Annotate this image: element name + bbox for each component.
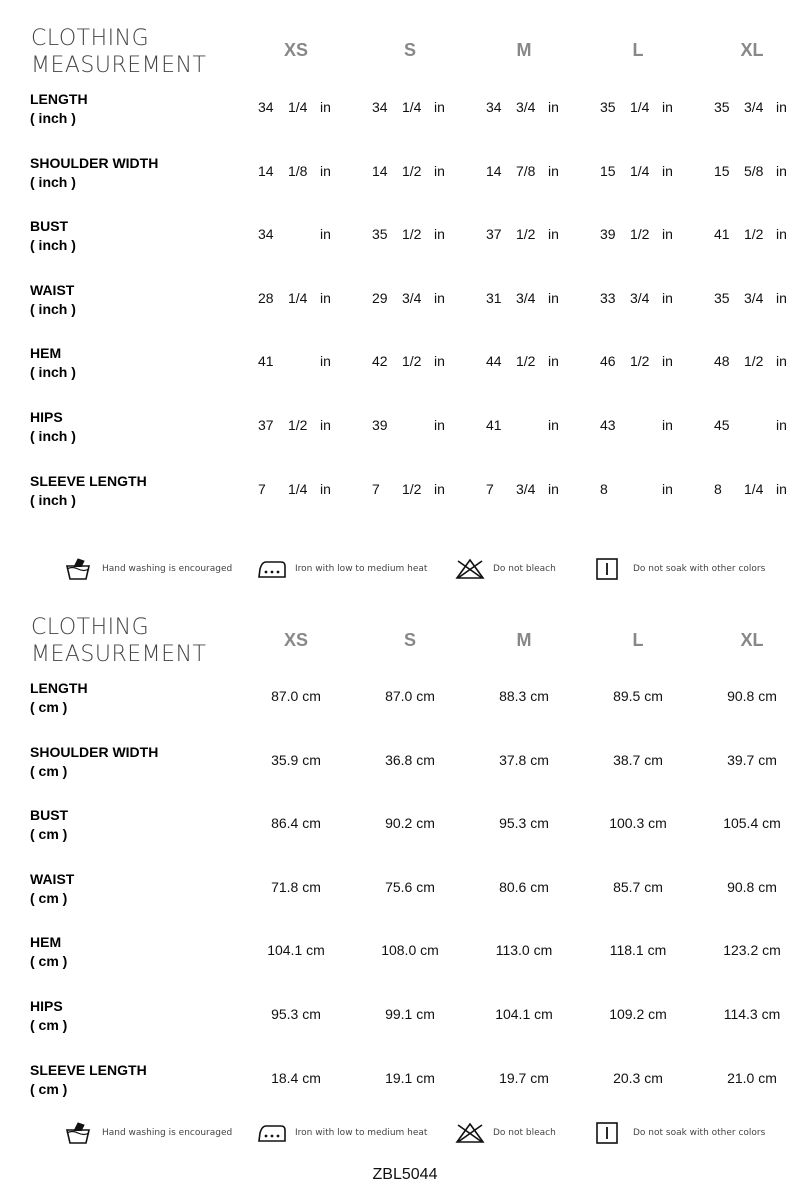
row-unit: ( cm ) — [30, 699, 68, 715]
value-whole: 41 — [258, 353, 274, 370]
row-label — [30, 217, 76, 255]
value-unit: in — [434, 417, 445, 433]
row-name: WAIST — [30, 281, 75, 298]
value-unit: in — [548, 417, 559, 433]
row-label — [30, 997, 67, 1035]
row-name: WAIST — [30, 870, 75, 887]
value-cm: 90.8 cm — [727, 878, 777, 895]
value-whole: 7 — [372, 480, 380, 497]
value-cm: 37.8 cm — [499, 751, 549, 768]
value-whole: 35 — [714, 99, 730, 115]
row-name: HIPS — [30, 409, 63, 425]
value-unit: in — [776, 162, 787, 179]
value-unit: in — [776, 226, 787, 243]
value-unit: in — [776, 289, 787, 306]
value-cm: 75.6 cm — [385, 878, 435, 895]
value-cm: 35.9 cm — [271, 751, 321, 768]
value-fraction: 1/4 — [630, 99, 650, 115]
value-fraction: 1/2 — [402, 226, 422, 243]
value-fraction: 7/8 — [516, 162, 536, 179]
row-label — [30, 472, 147, 510]
value-unit: in — [434, 162, 445, 179]
value-cm: 113.0 cm — [495, 942, 553, 959]
value-cm: 90.2 cm — [385, 815, 435, 832]
size-header-m: M — [516, 630, 532, 650]
value-fraction: 1/2 — [288, 417, 308, 433]
value-cm: 19.1 cm — [385, 1069, 435, 1086]
value-unit: in — [548, 289, 559, 306]
value-cm: 86.4 cm — [271, 815, 321, 832]
value-unit: in — [548, 162, 559, 179]
row-name: LENGTH — [30, 91, 88, 107]
size-header-xl: XL — [740, 630, 764, 650]
value-whole: 7 — [258, 480, 266, 497]
value-fraction: 3/4 — [516, 289, 536, 306]
value-fraction: 1/8 — [288, 162, 308, 179]
value-cm: 36.8 cm — [385, 751, 435, 768]
value-fraction: 3/4 — [516, 99, 536, 115]
care-item — [455, 1118, 556, 1148]
value-whole: 15 — [714, 162, 730, 179]
size-header-l: L — [632, 40, 644, 60]
title-line-1: CLOTHING — [31, 26, 150, 51]
iron-icon — [257, 1121, 285, 1145]
value-whole: 43 — [600, 417, 616, 433]
value-cm: 71.8 cm — [271, 878, 321, 895]
size-header-s: S — [403, 40, 416, 60]
value-unit: in — [320, 417, 331, 433]
value-whole: 34 — [258, 99, 274, 115]
value-whole: 41 — [714, 226, 730, 243]
value-fraction: 1/2 — [402, 480, 422, 497]
title-line-2: MEASUREMENT — [31, 642, 207, 667]
section-title — [31, 614, 206, 668]
row-label — [30, 933, 67, 971]
value-fraction: 1/4 — [288, 99, 308, 115]
row-unit: ( inch ) — [30, 300, 76, 317]
value-whole: 7 — [486, 480, 494, 497]
hand-wash-icon — [64, 557, 92, 581]
value-whole: 14 — [486, 162, 502, 179]
value-unit: in — [434, 353, 445, 370]
row-name: SLEEVE LENGTH — [30, 472, 147, 489]
value-whole: 34 — [258, 226, 274, 243]
value-unit: in — [776, 417, 787, 433]
value-unit: in — [662, 417, 673, 433]
value-unit: in — [320, 99, 331, 115]
value-whole: 44 — [486, 353, 502, 370]
care-item — [595, 1118, 765, 1148]
value-whole: 48 — [714, 353, 730, 370]
value-cm: 109.2 cm — [609, 1006, 667, 1022]
size-header-m: M — [516, 40, 532, 60]
value-whole: 15 — [600, 162, 616, 179]
value-whole: 39 — [372, 417, 388, 433]
value-unit: in — [662, 353, 673, 370]
row-name: HIPS — [30, 998, 63, 1014]
value-cm: 85.7 cm — [613, 878, 663, 895]
value-whole: 33 — [600, 289, 616, 306]
no-bleach-icon — [455, 1121, 483, 1145]
value-fraction: 5/8 — [744, 162, 764, 179]
value-fraction: 1/2 — [630, 226, 650, 243]
row-name: BUST — [30, 807, 69, 824]
care-item — [455, 554, 556, 584]
value-fraction: 1/4 — [744, 480, 764, 497]
no-bleach-icon — [455, 557, 483, 581]
care-item — [257, 554, 427, 584]
value-cm: 80.6 cm — [499, 878, 549, 895]
value-unit: in — [434, 289, 445, 306]
row-label — [30, 90, 88, 128]
title-line-1: CLOTHING — [31, 615, 150, 640]
value-whole: 41 — [486, 417, 502, 433]
value-cm: 21.0 cm — [727, 1069, 777, 1086]
value-fraction: 1/4 — [288, 289, 308, 306]
value-whole: 8 — [600, 480, 608, 497]
care-text: Do not soak with other colors — [633, 564, 766, 574]
row-label — [30, 679, 88, 717]
value-whole: 46 — [600, 353, 616, 370]
value-unit: in — [320, 162, 331, 179]
value-whole: 42 — [372, 353, 388, 370]
row-unit: ( inch ) — [30, 428, 76, 444]
size-header-xs: XS — [283, 40, 308, 60]
value-cm: 118.1 cm — [609, 942, 667, 959]
product-code: ZBL5044 — [372, 1166, 438, 1183]
row-label — [30, 1061, 147, 1099]
value-fraction: 3/4 — [402, 289, 422, 306]
value-cm: 19.7 cm — [499, 1069, 549, 1086]
care-item — [64, 554, 232, 584]
row-label — [30, 870, 74, 908]
value-unit: in — [776, 99, 787, 115]
care-item — [64, 1118, 232, 1148]
row-name: HEM — [30, 934, 62, 951]
row-name: LENGTH — [30, 680, 88, 696]
row-unit: ( inch ) — [30, 237, 76, 254]
value-whole: 8 — [714, 480, 722, 497]
value-unit: in — [548, 226, 559, 243]
row-label — [30, 344, 76, 382]
value-unit: in — [662, 99, 673, 115]
value-whole: 29 — [372, 289, 388, 306]
value-cm: 87.0 cm — [385, 688, 435, 704]
row-unit: ( cm ) — [30, 762, 68, 779]
size-header-s: S — [403, 630, 416, 650]
no-soak-icon — [595, 557, 623, 581]
value-cm: 104.1 cm — [267, 942, 325, 959]
value-whole: 35 — [372, 226, 388, 243]
value-cm: 105.4 cm — [723, 815, 781, 832]
care-item — [595, 554, 765, 584]
value-unit: in — [662, 226, 673, 243]
value-unit: in — [548, 99, 559, 115]
value-unit: in — [320, 226, 331, 243]
section-title — [31, 25, 206, 79]
value-whole: 45 — [714, 417, 730, 433]
row-label — [30, 281, 76, 319]
value-cm: 20.3 cm — [613, 1069, 663, 1086]
value-cm: 89.5 cm — [613, 688, 663, 704]
care-text: Do not bleach — [493, 564, 556, 574]
value-whole: 37 — [258, 417, 274, 433]
value-fraction: 1/2 — [516, 353, 536, 370]
row-unit: ( cm ) — [30, 889, 68, 906]
value-whole: 34 — [486, 99, 502, 115]
value-whole: 14 — [258, 162, 274, 179]
value-fraction: 1/2 — [630, 353, 650, 370]
value-whole: 35 — [600, 99, 616, 115]
size-header-l: L — [632, 630, 644, 650]
value-fraction: 1/2 — [402, 162, 422, 179]
row-unit: ( inch ) — [30, 173, 76, 190]
value-unit: in — [548, 353, 559, 370]
value-fraction: 1/2 — [744, 353, 764, 370]
care-item — [257, 1118, 427, 1148]
value-unit: in — [434, 226, 445, 243]
value-fraction: 3/4 — [630, 289, 650, 306]
row-unit: ( cm ) — [30, 953, 68, 970]
value-fraction: 1/2 — [402, 353, 422, 370]
care-text: Do not soak with other colors — [633, 1128, 766, 1138]
row-unit: ( cm ) — [30, 826, 68, 843]
value-fraction: 3/4 — [744, 289, 764, 306]
value-cm: 39.7 cm — [727, 751, 777, 768]
value-cm: 99.1 cm — [385, 1006, 435, 1022]
value-unit: in — [434, 99, 445, 115]
value-cm: 104.1 cm — [495, 1006, 553, 1022]
value-cm: 114.3 cm — [723, 1006, 781, 1022]
care-text: Iron with low to medium heat — [295, 1128, 428, 1138]
value-whole: 14 — [372, 162, 388, 179]
value-cm: 123.2 cm — [723, 942, 781, 959]
value-cm: 95.3 cm — [271, 1006, 321, 1022]
title-line-2: MEASUREMENT — [31, 53, 207, 78]
row-name: BUST — [30, 218, 69, 235]
no-soak-icon — [595, 1121, 623, 1145]
row-name: HEM — [30, 345, 62, 362]
value-cm: 100.3 cm — [609, 815, 667, 832]
value-fraction: 1/4 — [402, 99, 422, 115]
hand-wash-icon — [64, 1121, 92, 1145]
iron-icon — [257, 557, 285, 581]
value-cm: 95.3 cm — [499, 815, 549, 832]
row-label — [30, 743, 158, 781]
row-unit: ( cm ) — [30, 1080, 68, 1097]
size-header-xs: XS — [283, 630, 308, 650]
value-fraction: 1/4 — [288, 480, 308, 497]
value-fraction: 1/2 — [744, 226, 764, 243]
row-unit: ( inch ) — [30, 491, 76, 508]
care-text: Iron with low to medium heat — [295, 564, 428, 574]
row-label — [30, 154, 158, 192]
value-unit: in — [662, 289, 673, 306]
value-whole: 35 — [714, 289, 730, 306]
value-unit: in — [662, 480, 673, 497]
row-name: SHOULDER WIDTH — [30, 743, 159, 760]
value-whole: 37 — [486, 226, 502, 243]
row-unit: ( cm ) — [30, 1017, 68, 1033]
value-cm: 108.0 cm — [381, 942, 439, 959]
value-whole: 28 — [258, 289, 274, 306]
value-unit: in — [320, 353, 331, 370]
value-unit: in — [320, 289, 331, 306]
row-label — [30, 806, 68, 844]
size-header-xl: XL — [740, 40, 764, 60]
value-unit: in — [320, 480, 331, 497]
value-fraction: 3/4 — [516, 480, 536, 497]
value-unit: in — [776, 480, 787, 497]
value-unit: in — [548, 480, 559, 497]
value-cm: 88.3 cm — [499, 688, 549, 704]
value-cm: 90.8 cm — [727, 688, 777, 704]
value-whole: 39 — [600, 226, 616, 243]
value-whole: 31 — [486, 289, 502, 306]
value-fraction: 1/2 — [516, 226, 536, 243]
care-text: Hand washing is encouraged — [102, 564, 233, 574]
value-unit: in — [434, 480, 445, 497]
value-cm: 18.4 cm — [271, 1069, 321, 1086]
row-label — [30, 408, 76, 446]
care-text: Hand washing is encouraged — [102, 1128, 233, 1138]
value-unit: in — [662, 162, 673, 179]
row-unit: ( inch ) — [30, 110, 76, 126]
value-fraction: 3/4 — [744, 99, 764, 115]
value-cm: 87.0 cm — [271, 688, 321, 704]
value-unit: in — [776, 353, 787, 370]
row-name: SLEEVE LENGTH — [30, 1061, 147, 1078]
care-text: Do not bleach — [493, 1128, 556, 1138]
row-name: SHOULDER WIDTH — [30, 154, 159, 171]
value-fraction: 1/4 — [630, 162, 650, 179]
value-cm: 38.7 cm — [613, 751, 663, 768]
row-unit: ( inch ) — [30, 364, 76, 381]
value-whole: 34 — [372, 99, 388, 115]
